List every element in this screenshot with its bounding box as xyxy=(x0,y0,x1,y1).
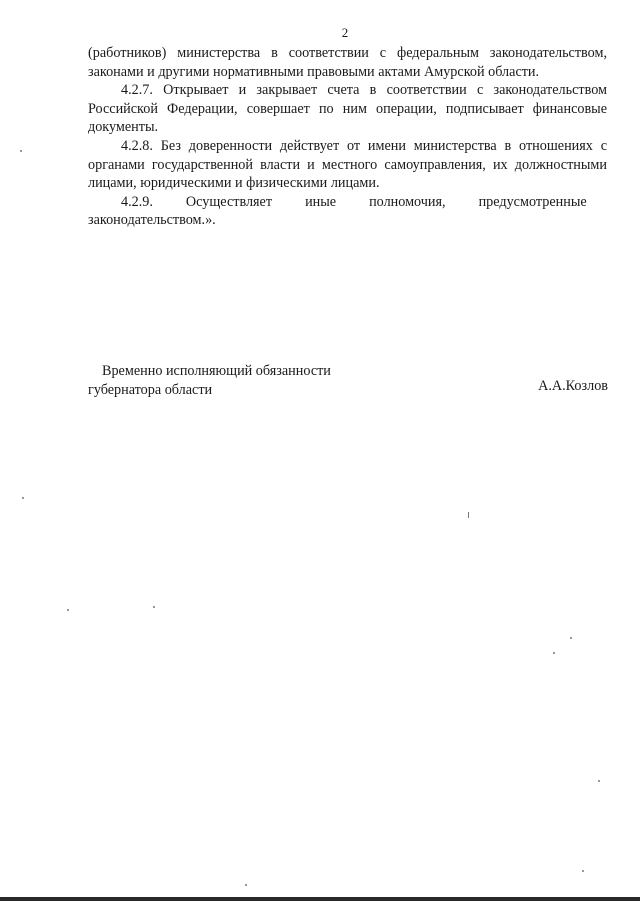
signature-name: А.А.Козлов xyxy=(538,378,608,394)
scan-bottom-edge xyxy=(0,897,640,901)
signature-title-line2: губернатора области xyxy=(88,382,213,398)
scan-speck xyxy=(582,870,584,872)
scan-speck xyxy=(468,512,469,518)
word-inye: иные xyxy=(305,193,337,210)
paragraph-4-2-9-line2: законодательством.». xyxy=(88,212,216,229)
signature-title-line1: Временно исполняющий обязанности xyxy=(102,363,331,379)
scan-speck xyxy=(67,609,69,611)
word-predusmotrennye: предусмотренные xyxy=(478,193,587,210)
scan-speck xyxy=(22,497,24,499)
scan-speck xyxy=(553,652,555,654)
paragraph-4-2-7: 4.2.7. Открывает и закрывает счета в соответствии с законодательством Российской Федерации, совершает по ним операции, подписывает финансовые документы. xyxy=(88,82,607,136)
scan-speck xyxy=(153,606,155,608)
scan-speck xyxy=(245,884,247,886)
page-number: 2 xyxy=(341,25,349,40)
paragraph-4-2-9-line1 xyxy=(88,193,607,212)
paragraph-continuation: (работников) министерства в соответствии с федеральным законодательством, законами и другими нормативными правовыми актами Амурской области. xyxy=(88,45,607,80)
body-text xyxy=(88,44,607,230)
word-4-2-9: 4.2.9. xyxy=(121,193,153,210)
scan-speck xyxy=(598,780,600,782)
scan-speck xyxy=(570,637,572,639)
word-osushchestvlyaet: Осуществляет xyxy=(185,193,273,210)
paragraph-4-2-8: 4.2.8. Без доверенности действует от имени министерства в отношениях с органами государственной власти и местного самоуправления, их должностными лицами, юридическими и физическими лицами. xyxy=(88,137,607,192)
scan-speck xyxy=(20,150,22,152)
word-polnomochiya: полномочия, xyxy=(369,193,446,210)
